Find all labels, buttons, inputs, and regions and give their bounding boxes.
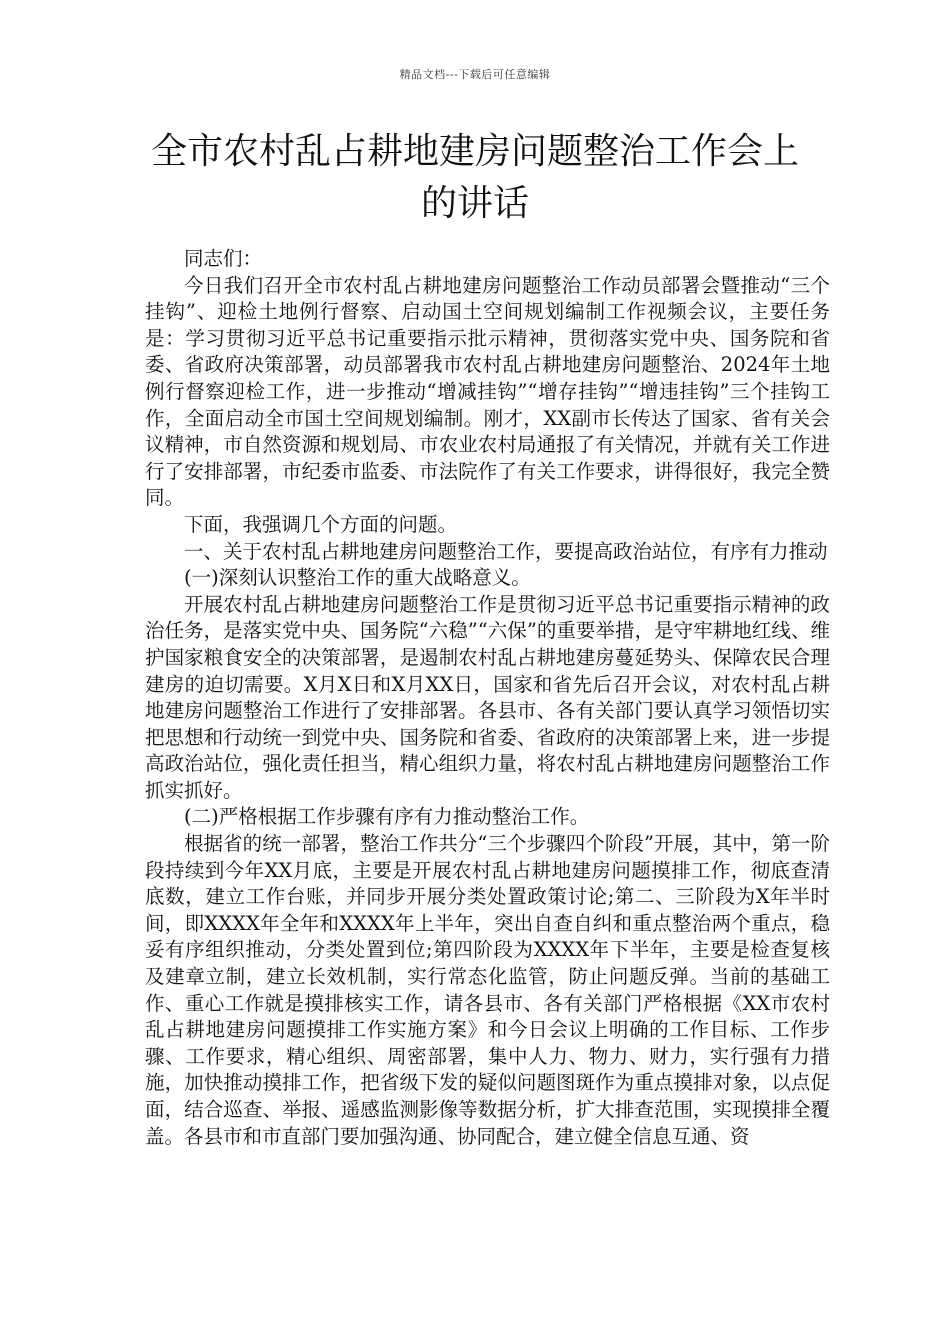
subsection-heading-1: (一)深刻认识整治工作的重大战略意义。 [184,566,531,590]
title-line-1: 全市农村乱占耕地建房问题整治工作会上 [150,131,799,172]
title-line-2: 的讲话 [420,183,529,224]
header-note: 精品文档---下载后可任意编辑 [399,68,551,81]
paragraph-significance: 开展农村乱占耕地建房问题整治工作是贯彻习近平总书记重要指示精神的政治任务，是落实党中央、国务院“六稳”“六保”的重要举措，是守牢耕地红线、维护国家粮食安全的决策部署，是遏制农村乱占耕地建房蔓延势头、保障农民合理建房的迫切需要。X月X日和X月XX日，国家和省先后召开会议，对农村乱占耕地建房问题整治工作进行了安排部署。各县市、各有关部门要认真学习领悟切实把思想和行动统一到党中央、国务院和省委、省政府的决策部署上来，进一步提高政治站位，强化责任担当，精心组织力量，将农村乱占耕地建房问题整治工作抓实抓好。 [145,592,830,802]
salutation: 同志们： [184,247,263,270]
paragraph-transition: 下面，我强调几个方面的问题。 [184,512,458,536]
section-heading-1: 一、关于农村乱占耕地建房问题整治工作，要提高政治站位，有序有力推动 [184,539,828,563]
document-body [145,246,830,1150]
document-title [120,126,830,230]
paragraph-steps: 根据省的统一部署，整治工作共分“三个步骤四个阶段”开展，其中，第一阶段持续到今年XX月底，主要是开展农村乱占耕地建房问题摸排工作，彻底查清底数，建立工作台账，并同步开展分类处置政策讨论;第二、三阶段为X年半时间，即XXXX年全年和XXXX年上半年，突出自查自纠和重点整治两个重点，稳妥有序组织推动，分类处置到位;第四阶段为XXXX年下半年，主要是检查复核及建章立制，建立长效机制，实行常态化监管，防止问题反弹。当前的基础工作、重心工作就是摸排核实工作，请各县市、各有关部门严格根据《XX市农村乱占耕地建房问题摸排工作实施方案》和今日会议上明确的工作目标、工作步骤、工作要求，精心组织、周密部署，集中人力、物力、财力，实行强有力措施，加快推动摸排工作，把省级下发的疑似问题图斑作为重点摸排对象，以点促面，结合巡查、举报、遥感监测影像等数据分析，扩大排查范围，实现摸排全覆盖。各县市和市直部门要加强沟通、协同配合，建立健全信息互通、资 [145,832,830,1148]
paragraph-intro: 今日我们召开全市农村乱占耕地建房问题整治工作动员部署会暨推动“三个挂钩”、迎检土地例行督察、启动国土空间规划编制工作视频会议，主要任务是：学习贯彻习近平总书记重要指示批示精神，贯彻落实党中央、国务院和省委、省政府决策部署，动员部署我市农村乱占耕地建房问题整治、2024年土地例行督察迎检工作，进一步推动“增减挂钩”“增存挂钩”“增违挂钩”三个挂钩工作，全面启动全市国土空间规划编制。刚才，XX副市长传达了国家、省有关会议精神，市自然资源和规划局、市农业农村局通报了有关情况，并就有关工作进行了安排部署，市纪委市监委、市法院作了有关工作要求，讲得很好，我完全赞同。 [145,273,830,510]
subsection-heading-2: (二)严格根据工作步骤有序有力推动整治工作。 [184,805,590,829]
